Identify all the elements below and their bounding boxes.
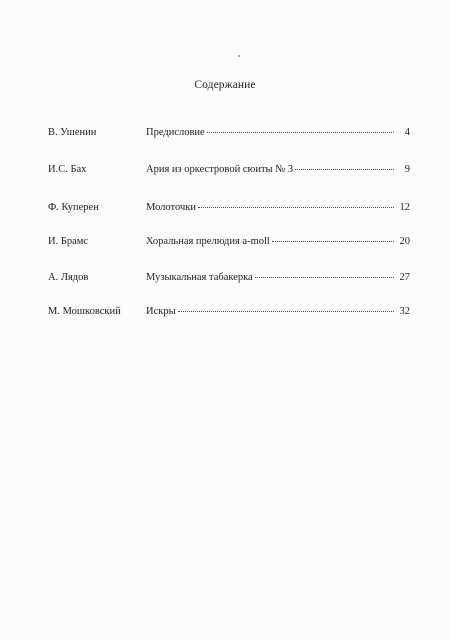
toc-page-number: 20 bbox=[399, 236, 410, 247]
toc-work-title: Предисловие bbox=[146, 127, 205, 138]
toc-author: Ф. Куперен bbox=[48, 202, 99, 213]
toc-author: И. Брамс bbox=[48, 236, 89, 247]
toc-work-title: Музыкальная табакерка bbox=[146, 272, 253, 283]
toc-work-title: Ария из оркестровой сюиты № 3 bbox=[146, 164, 294, 175]
toc-row bbox=[48, 270, 410, 286]
toc-entry bbox=[146, 270, 410, 286]
dot-leader bbox=[178, 310, 394, 312]
toc-author: М. Мошковский bbox=[48, 306, 121, 317]
toc-entry bbox=[146, 234, 410, 250]
toc-row bbox=[48, 234, 410, 250]
toc-page-number: 27 bbox=[399, 272, 410, 283]
toc-page-number: 4 bbox=[404, 127, 410, 138]
toc-row bbox=[48, 200, 410, 216]
dot-leader bbox=[272, 240, 394, 242]
toc-author: И.С. Бах bbox=[48, 164, 87, 175]
toc-entry bbox=[146, 162, 410, 178]
dot-leader bbox=[198, 206, 394, 208]
dot-leader bbox=[255, 276, 394, 278]
toc-work-title: Молоточки bbox=[146, 202, 196, 213]
toc-author: А. Лядов bbox=[48, 272, 89, 283]
toc-page-number: 12 bbox=[399, 202, 410, 213]
toc-entry bbox=[146, 125, 410, 141]
toc-row bbox=[48, 162, 410, 178]
dot-leader bbox=[207, 131, 394, 133]
toc-page-number: 9 bbox=[404, 164, 410, 175]
page-title: Содержание bbox=[194, 79, 256, 91]
toc-page-number: 32 bbox=[399, 306, 410, 317]
toc-entry bbox=[146, 200, 410, 216]
toc-author: В. Ушенин bbox=[48, 127, 97, 138]
toc-row bbox=[48, 125, 410, 141]
toc-entry bbox=[146, 304, 410, 320]
toc-row bbox=[48, 304, 410, 320]
toc-work-title: Хоральная прелюдия a-moll bbox=[146, 236, 270, 247]
toc-work-title: Искры bbox=[146, 306, 176, 317]
dot-leader bbox=[295, 168, 394, 170]
